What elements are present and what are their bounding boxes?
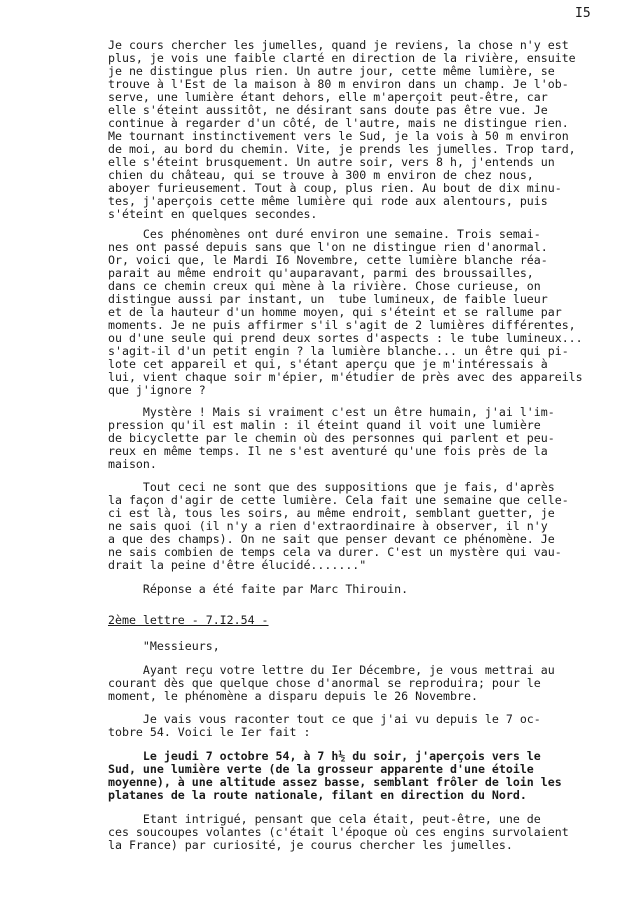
text-line: pression qu'il est malin : il éteint quand il voit une lumière	[108, 418, 541, 432]
text-line: de moi, au bord du chemin. Vite, je prends les jumelles. Trop tard,	[108, 142, 576, 156]
text-line: et de la hauteur d'un homme moyen, qui s'éteint et se rallume par	[108, 305, 562, 319]
text-line: aboyer furieusement. Tout à coup, plus rien. Au bout de dix minu-	[108, 181, 562, 195]
text-line: continue à regarder d'un côté, de l'autre, mais ne distingue rien.	[108, 116, 569, 130]
text-line: je ne distingue plus rien. Un autre jour, cette même lumière, se	[108, 64, 555, 78]
text-line: ne sais quoi (il n'y a rien d'extraordinaire à observer, il n'y	[108, 519, 548, 533]
text-line-bold: Sud, une lumière verte (de la grosseur apparente d'une étoile	[108, 762, 534, 776]
text-line: tobre 54. Voici le Ier fait :	[108, 725, 311, 739]
text-line-bold: Le jeudi 7 octobre 54, à 7 h½ du soir, j'aperçois vers le	[108, 749, 541, 763]
text-line: Me tournant instinctivement vers le Sud, je la vois à 50 m environ	[108, 129, 569, 143]
text-line: ne sais combien de temps cela va durer. C'est un mystère qui vau-	[108, 545, 562, 559]
text-line: moments. Je ne puis affirmer s'il s'agit de 2 lumières différentes,	[108, 318, 576, 332]
text-line: ci est là, tous les soirs, au même endroit, semblant guetter, je	[108, 506, 555, 520]
text-line: drait la peine d'être élucidé......."	[108, 558, 367, 572]
text-line: plus, je vois une faible clarté en direction de la rivière, ensuite	[108, 51, 576, 65]
text-line: la façon d'agir de cette lumière. Cela fait une semaine que celle-	[108, 493, 569, 507]
text-line: reux en même temps. Il ne s'est aventuré qu'une fois près de la	[108, 444, 548, 458]
text-line: tes, j'aperçois cette même lumière qui rode aux alentours, puis	[108, 194, 548, 208]
salutation: "Messieurs,	[108, 639, 220, 653]
text-line: maison.	[108, 457, 157, 471]
text-line: Je cours chercher les jumelles, quand je reviens, la chose n'y est	[108, 38, 569, 52]
text-line: de bicyclette par le chemin où des personnes qui parlent et peu-	[108, 431, 555, 445]
text-line-bold: moyenne), à une altitude assez basse, semblant frôler de loin les	[108, 775, 562, 789]
text-line: Or, voici que, le Mardi I6 Novembre, cette lumière blanche réa-	[108, 253, 548, 267]
text-line: Je vais vous raconter tout ce que j'ai vu depuis le 7 oc-	[108, 712, 541, 726]
text-line: lui, vient chaque soir m'épier, m'étudier de près avec des appareils	[108, 370, 583, 384]
signature-line: Réponse a été faite par Marc Thirouin.	[108, 582, 409, 596]
text-line: nes ont passé depuis sans que l'on ne distingue rien d'anormal.	[108, 240, 548, 254]
text-line: a que des champs). On ne sait que penser devant ce phénomène. Je	[108, 532, 555, 546]
text-line: que j'ignore ?	[108, 383, 206, 397]
text-line: trouve à l'Est de la maison à 80 m environ dans un champ. Je l'ob-	[108, 77, 569, 91]
text-line: chien du château, qui se trouve à 300 m environ de chez nous,	[108, 168, 534, 182]
text-line: s'agit-il d'un petit engin ? la lumière blanche... un être qui pi-	[108, 344, 569, 358]
text-line: serve, une lumière étant dehors, elle m'aperçoit peut-être, car	[108, 90, 548, 104]
text-line: s'éteint en quelques secondes.	[108, 207, 318, 221]
text-line: Ces phénomènes ont duré environ une semaine. Trois semai-	[108, 227, 541, 241]
section-heading: 2ème lettre - 7.I2.54 -	[108, 613, 269, 627]
text-line: distingue aussi par instant, un tube lumineux, de faible lueur	[108, 292, 548, 306]
text-line: Ayant reçu votre lettre du Ier Décembre, je vous mettrai au	[108, 663, 555, 677]
text-line: elle s'éteint brusquement. Un autre soir, vers 8 h, j'entends un	[108, 155, 555, 169]
text-line: Tout ceci ne sont que des suppositions que je fais, d'après	[108, 480, 555, 494]
text-line: ou d'une seule qui prend deux sortes d'aspects : le tube lumineux...	[108, 331, 583, 345]
text-line: Etant intrigué, pensant que cela était, peut-être, une de	[108, 812, 541, 826]
text-line: dans ce chemin creux qui mène à la rivière. Chose curieuse, on	[108, 279, 541, 293]
text-line: moment, le phénomène a disparu depuis le 26 Novembre.	[108, 689, 478, 703]
text-line: elle s'éteint aussitôt, ne désirant sans doute pas être vue. Je	[108, 103, 548, 117]
text-line: la France) par curiosité, je courus chercher les jumelles.	[108, 838, 513, 852]
text-line: ces soucoupes volantes (c'était l'époque où ces engins survolaient	[108, 825, 569, 839]
text-line-bold: platanes de la route nationale, filant en direction du Nord.	[108, 788, 527, 802]
text-line: lote cet appareil et qui, s'étant aperçu que je m'intéressais à	[108, 357, 548, 371]
text-line: courant dès que quelque chose d'anormal se reproduira; pour le	[108, 676, 541, 690]
page-number: I5	[575, 6, 591, 21]
text-line: Mystère ! Mais si vraiment c'est un être humain, j'ai l'im-	[108, 405, 555, 419]
text-line: parait au même endroit qu'auparavant, parmi des broussailles,	[108, 266, 534, 280]
